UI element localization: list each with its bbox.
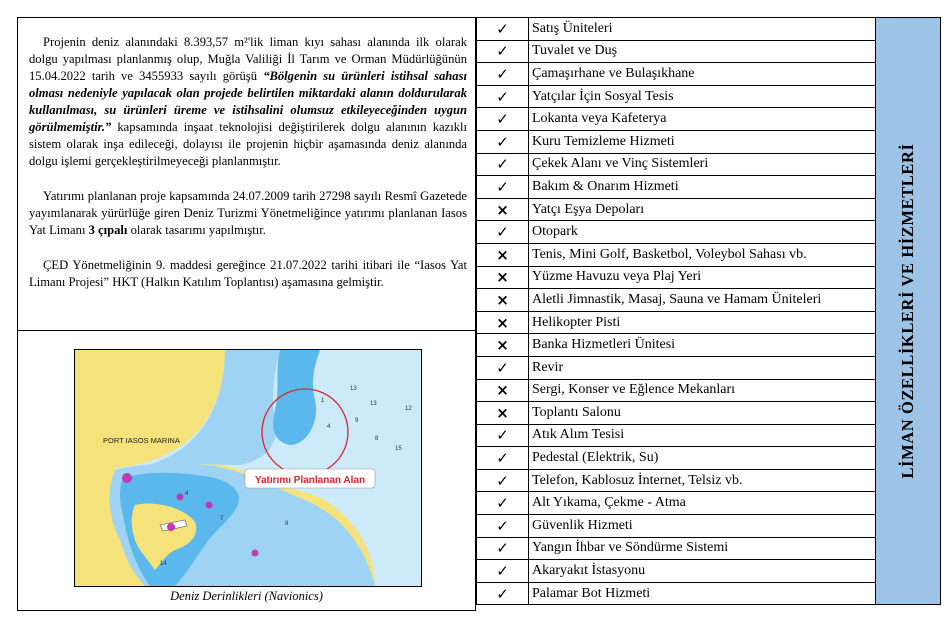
area-label: Yatırımı Planlanan Alan xyxy=(254,475,366,486)
check-icon: ✓ xyxy=(477,108,529,131)
service-row xyxy=(477,130,941,153)
port-label: PORT IASOS MARINA xyxy=(103,436,180,445)
service-label: Pedestal (Elektrik, Su) xyxy=(529,447,876,470)
service-row xyxy=(477,266,941,289)
cross-icon: × xyxy=(477,243,529,266)
paragraph-hkt: ÇED Yönetmeliğinin 9. maddesi gereğince 21.07.2022 tarihi itibari ile “Iasos Yat Limanı Projesi” HKT (Halkın Katılım Toplantısı) aşamasına gelmiştir. xyxy=(29,258,467,289)
side-title: LİMAN ÖZELLİKLERİ VE HİZMETLERİ xyxy=(898,143,917,479)
paragraph-2-after: olarak tasarımı yapılmıştır. xyxy=(127,223,266,237)
cross-icon: × xyxy=(477,311,529,334)
check-icon: ✓ xyxy=(477,176,529,199)
anchor-marker-icon xyxy=(167,523,175,531)
service-row xyxy=(477,198,941,221)
service-row xyxy=(477,492,941,515)
nautical-chart xyxy=(75,350,421,586)
paragraph-2-bold: 3 çıpalı xyxy=(88,223,128,237)
paragraph-1-quote: “Bölgenin su ürünleri istihsal sahası olması nedeniyle yapılacak olan projede belirtilen miktardaki alanın doldurularak kullanılması, su ürünleri üreme ve istihsalini olumsuz etkileyeceğinden uygun görülmemiştir.” xyxy=(29,69,467,134)
check-icon: ✓ xyxy=(477,153,529,176)
service-label: Palamar Bot Hizmeti xyxy=(529,582,876,605)
paragraph-1-intro: Projenin deniz alanındaki 8.393,57 m²'lik liman kıyı sahası alanında ilk olarak dolgu yapılması planlanmış olup, Muğla Valiliği İl Tarım ve Orman Müdürlüğünün 15.04.2022 tarih ve 3455933 sayılı görüşü xyxy=(29,35,467,83)
paragraph-fill-decision xyxy=(29,34,467,170)
service-row xyxy=(477,560,941,583)
svg-text:9: 9 xyxy=(285,521,289,527)
service-row xyxy=(477,176,941,199)
service-label: Helikopter Pisti xyxy=(529,311,876,334)
svg-text:4: 4 xyxy=(185,491,189,497)
svg-text:14: 14 xyxy=(160,561,167,567)
service-row xyxy=(477,221,941,244)
service-label: Güvenlik Hizmeti xyxy=(529,515,876,538)
side-title-cell xyxy=(876,18,941,605)
service-row xyxy=(477,515,941,538)
project-description-box xyxy=(17,17,476,331)
service-row xyxy=(477,243,941,266)
service-label: Tuvalet ve Duş xyxy=(529,40,876,63)
service-row xyxy=(477,469,941,492)
service-label: Lokanta veya Kafeterya xyxy=(529,108,876,131)
service-label: Çekek Alanı ve Vinç Sistemleri xyxy=(529,153,876,176)
service-row xyxy=(477,289,941,312)
service-label: Bakım & Onarım Hizmeti xyxy=(529,176,876,199)
service-row xyxy=(477,334,941,357)
check-icon: ✓ xyxy=(477,582,529,605)
cross-icon: × xyxy=(477,334,529,357)
check-icon: ✓ xyxy=(477,492,529,515)
service-label: Atık Alım Tesisi xyxy=(529,424,876,447)
service-row xyxy=(477,153,941,176)
service-label: Kuru Temizleme Hizmeti xyxy=(529,130,876,153)
service-label: Satış Üniteleri xyxy=(529,18,876,41)
service-row xyxy=(477,379,941,402)
anchor-marker-icon xyxy=(177,494,184,501)
service-label: Sergi, Konser ve Eğlence Mekanları xyxy=(529,379,876,402)
map-caption: Deniz Derinlikleri (Navionics) xyxy=(170,589,323,603)
service-label: Akaryakıt İstasyonu xyxy=(529,560,876,583)
service-label: Revir xyxy=(529,356,876,379)
check-icon: ✓ xyxy=(477,537,529,560)
paragraph-1-rest: kapsamında inşaat teknolojisi değiştirilerek dolgu alanının kazıklı sistem olarak inşa edileceği, dolayısı ile projenin hiçbir aşamasında deniz alanında dolgu işlemi gerçekleştirilmeyeceği planlanmıştır. xyxy=(29,120,467,168)
service-row xyxy=(477,311,941,334)
paragraph-design xyxy=(29,188,467,239)
service-row xyxy=(477,582,941,605)
service-row xyxy=(477,356,941,379)
service-row xyxy=(477,402,941,425)
marina-marker-icon xyxy=(122,473,132,483)
svg-text:9: 9 xyxy=(355,418,359,424)
service-row xyxy=(477,40,941,63)
check-icon: ✓ xyxy=(477,40,529,63)
cross-icon: × xyxy=(477,198,529,221)
service-label: Aletli Jimnastik, Masaj, Sauna ve Hamam Üniteleri xyxy=(529,289,876,312)
service-row xyxy=(477,63,941,86)
svg-text:1: 1 xyxy=(321,398,325,404)
check-icon: ✓ xyxy=(477,85,529,108)
services-table xyxy=(476,17,941,605)
service-label: Tenis, Mini Golf, Basketbol, Voleybol Sahası vb. xyxy=(529,243,876,266)
svg-text:15: 15 xyxy=(395,446,402,452)
cross-icon: × xyxy=(477,402,529,425)
service-label: Yatçılar İçin Sosyal Tesis xyxy=(529,85,876,108)
service-row xyxy=(477,18,941,41)
service-label: Banka Hizmetleri Ünitesi xyxy=(529,334,876,357)
map-box xyxy=(17,331,476,611)
svg-text:13: 13 xyxy=(350,386,357,392)
depth-map xyxy=(74,349,422,587)
svg-text:8: 8 xyxy=(375,436,379,442)
service-label: Yatçı Eşya Depoları xyxy=(529,198,876,221)
service-label: Yüzme Havuzu veya Plaj Yeri xyxy=(529,266,876,289)
check-icon: ✓ xyxy=(477,515,529,538)
svg-text:4: 4 xyxy=(327,424,331,430)
service-label: Yangın İhbar ve Söndürme Sistemi xyxy=(529,537,876,560)
anchor-marker-icon xyxy=(252,550,259,557)
check-icon: ✓ xyxy=(477,63,529,86)
service-row xyxy=(477,424,941,447)
services-table-body xyxy=(477,18,941,605)
svg-text:13: 13 xyxy=(370,401,377,407)
cross-icon: × xyxy=(477,289,529,312)
check-icon: ✓ xyxy=(477,447,529,470)
svg-text:12: 12 xyxy=(405,406,412,412)
paragraph-2-before: Yatırımı planlanan proje kapsamında 24.07.2009 tarih 27298 sayılı Resmî Gazetede yayımlanarak yürürlüğe giren Deniz Turizmi Yönetmeliğince yatırımı planlanan Iasos Yat Limanı xyxy=(29,189,467,237)
check-icon: ✓ xyxy=(477,221,529,244)
service-label: Telefon, Kablosuz İnternet, Telsiz vb. xyxy=(529,469,876,492)
check-icon: ✓ xyxy=(477,18,529,41)
service-label: Alt Yıkama, Çekme - Atma xyxy=(529,492,876,515)
check-icon: ✓ xyxy=(477,469,529,492)
anchor-marker-icon xyxy=(206,502,213,509)
check-icon: ✓ xyxy=(477,130,529,153)
check-icon: ✓ xyxy=(477,356,529,379)
service-row xyxy=(477,447,941,470)
cross-icon: × xyxy=(477,379,529,402)
cross-icon: × xyxy=(477,266,529,289)
svg-text:7: 7 xyxy=(220,516,224,522)
service-label: Çamaşırhane ve Bulaşıkhane xyxy=(529,63,876,86)
service-label: Otopark xyxy=(529,221,876,244)
check-icon: ✓ xyxy=(477,560,529,583)
service-row xyxy=(477,85,941,108)
check-icon: ✓ xyxy=(477,424,529,447)
service-row xyxy=(477,537,941,560)
service-label: Toplantı Salonu xyxy=(529,402,876,425)
service-row xyxy=(477,108,941,131)
